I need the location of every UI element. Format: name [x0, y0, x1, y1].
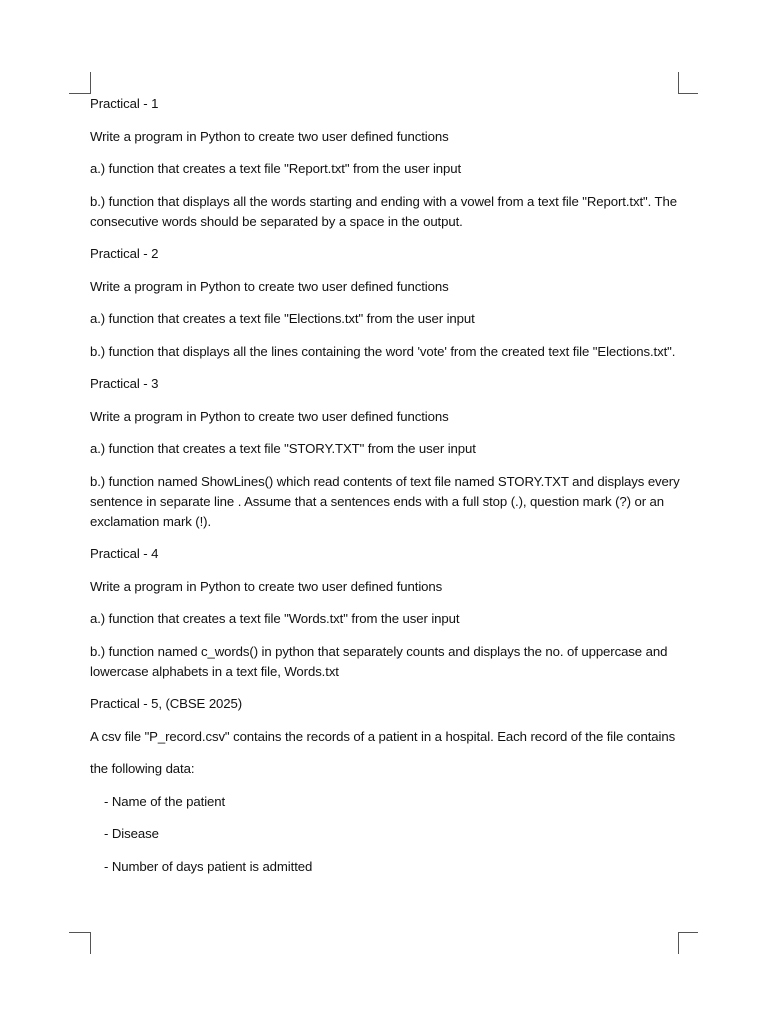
- practical-2-part-a: a.) function that creates a text file "Elections.txt" from the user input: [90, 311, 475, 326]
- practical-4-intro: Write a program in Python to create two user defined funtions: [90, 578, 443, 594]
- practical-1-intro: Write a program in Python to create two user defined functions: [90, 128, 449, 144]
- practical-4-heading: Practical - 4: [90, 546, 159, 561]
- list-item: - Name of the patient: [104, 793, 226, 809]
- document-body: [90, 94, 685, 877]
- practical-1-part-a: a.) function that creates a text file "Report.txt" from the user input: [90, 161, 462, 176]
- practical-4-part-a: a.) function that creates a text file "Words.txt" from the user input: [90, 611, 460, 626]
- crop-mark-top-right: [678, 72, 679, 94]
- practical-5-data-lead: the following data:: [90, 761, 195, 776]
- practical-4-part-b: b.) function named c_words() in python that separately counts and displays the no. of uppercase and lowercase alphabets in a text file, Words.txt: [90, 643, 668, 679]
- practical-1-part-b: b.) function that displays all the words starting and ending with a vowel from a text file "Report.txt". The consecutive words should be separated by a space in the output.: [90, 193, 677, 229]
- practical-2-heading: Practical - 2: [90, 246, 159, 261]
- list-item: - Number of days patient is admitted: [104, 858, 313, 874]
- practical-3-part-b: b.) function named ShowLines() which read contents of text file named STORY.TXT and displays every sentence in separate line . Assume that a sentences ends with a full stop (.), question mark (?) or an exclamation mark (!).: [90, 473, 680, 529]
- crop-mark-bottom-right: [678, 932, 698, 933]
- practical-5-heading: Practical - 5, (CBSE 2025): [90, 696, 243, 711]
- practical-3-heading: Practical - 3: [90, 376, 159, 391]
- practical-2-part-b: b.) function that displays all the lines containing the word 'vote' from the created text file "Elections.txt".: [90, 343, 676, 359]
- practical-3-intro: Write a program in Python to create two user defined functions: [90, 408, 449, 424]
- crop-mark-bottom-left: [90, 932, 91, 954]
- crop-mark-top-left: [90, 72, 91, 94]
- practical-5-intro: A csv file "P_record.csv" contains the records of a patient in a hospital. Each record of the file contains: [90, 728, 676, 744]
- crop-mark-top-left: [69, 93, 91, 94]
- list-item: - Disease: [104, 826, 159, 841]
- crop-mark-bottom-right: [678, 932, 679, 954]
- practical-1-heading: Practical - 1: [90, 96, 159, 111]
- crop-mark-bottom-left: [69, 932, 91, 933]
- practical-3-part-a: a.) function that creates a text file "STORY.TXT" from the user input: [90, 441, 476, 456]
- practical-2-intro: Write a program in Python to create two user defined functions: [90, 278, 449, 294]
